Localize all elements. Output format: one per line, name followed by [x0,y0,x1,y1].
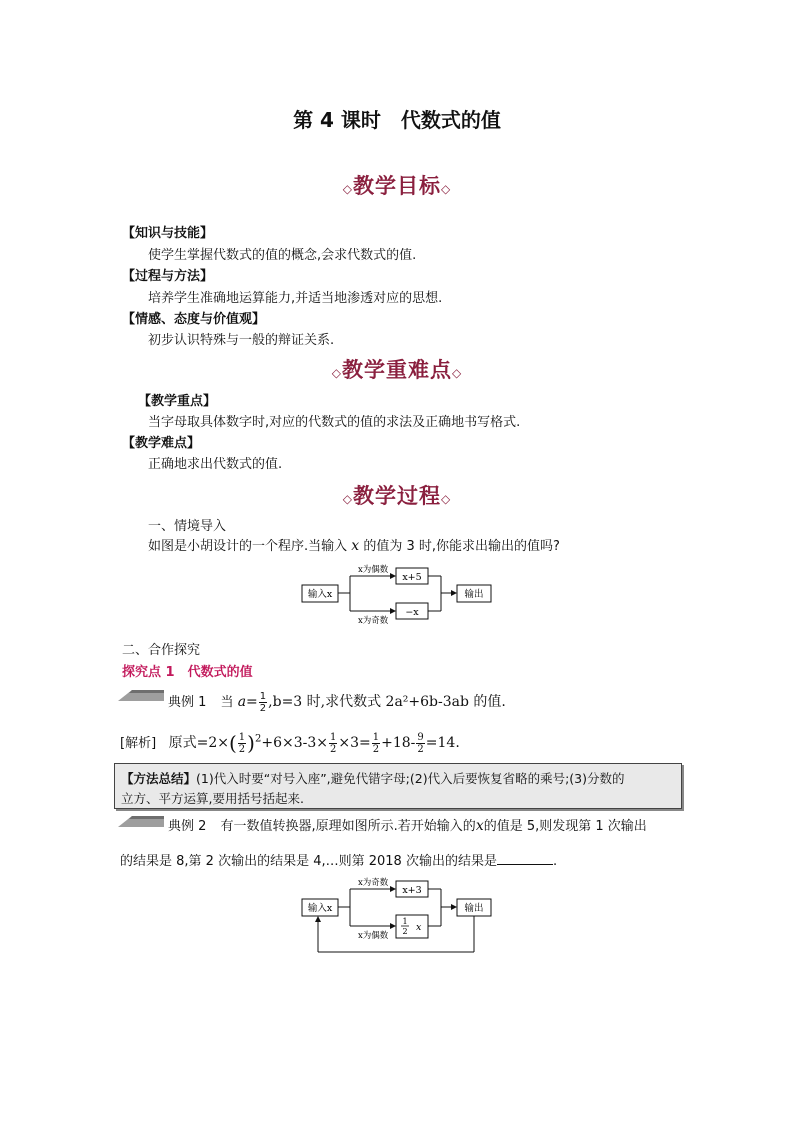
flow2-bottom-label: x为偶数 [358,931,389,941]
analysis: [解析] 原式=2×( $\frac{1}{2}$ )$^2$+6×3-3× $\frac{1}{2}$ ×3= $\frac{1}{2}$ +18- $\frac{9}{2}$ =14. [120,731,460,755]
section-heading-process [0,480,794,510]
flow1-bottom-expr: −x [405,607,419,618]
section-heading-goals [0,170,794,200]
diamond-icon: ◇ [331,366,342,380]
example-2-line-1: 典例 2 有一数值转换器,原理如图所示.若开始输入的x的值是 5,则发现第 1 次输出 [168,818,647,834]
difficulty-text: 正确地求出代数式的值. [148,457,283,472]
diamond-icon: ◇ [441,492,452,506]
knowledge-label: 【知识与技能】 [122,226,214,241]
flow1-input-text: 输入x [307,589,333,600]
analysis-label: [解析] [120,736,157,751]
coop-heading: 二、合作探究 [122,643,201,658]
method-summary-box [114,763,682,809]
answer-blank[interactable] [497,852,553,865]
knowledge-text: 使学生掌握代数式的值的概念,会求代数式的值. [148,248,417,263]
diamond-icon: ◇ [441,182,452,196]
summary-line-1: 【方法总结】(1)代入时要“对号入座”,避免代错字母;(2)代入后要恢复省略的乘号;(3)分数的 [121,771,625,786]
diamond-icon: ◇ [342,182,353,196]
method-label: 【过程与方法】 [122,269,214,284]
fraction: $\frac{1}{2}$ [259,691,267,714]
section-title-keys: 教学重难点 [342,357,452,382]
example-2-line-2: 的结果是 8,第 2 次输出的结果是 4,…则第 2018 次输出的结果是 . [120,854,558,869]
diamond-icon: ◇ [452,366,463,380]
flow1-top-expr: x+5 [402,572,422,583]
example-2-label: 典例 2 [168,819,207,834]
flow2-bottom-var: x [416,922,422,933]
flowchart-1 [296,560,496,626]
intro-heading: 一、情境导入 [148,519,227,534]
flow2-bottom-box [396,915,428,938]
flowchart-2 [296,874,496,958]
section-heading-keys [0,354,794,384]
intro-question: 如图是小胡设计的一个程序.当输入 x 的值为 3 时,你能求出输出的值吗? [148,538,560,554]
flow2-top-label: x为奇数 [358,878,389,888]
section-title-goals: 教学目标 [353,173,441,198]
summary-line-2: 立方、平方运算,要用括号括起来. [121,791,304,806]
diamond-icon: ◇ [342,492,353,506]
flow2-input-text: 输入x [307,903,333,914]
focus-text: 当字母取具体数字时,对应的代数式的值的求法及正确地书写格式. [148,415,521,430]
section-title-process: 教学过程 [353,483,441,508]
flow2-frac-num: 1 [402,917,408,926]
flow2-frac-den: 2 [402,927,408,936]
flow1-output-text: 输出 [464,589,484,600]
attitude-text: 初步认识特殊与一般的辩证关系. [148,333,335,348]
explore-point: 探究点 1 代数式的值 [122,665,253,680]
attitude-label: 【情感、态度与价值观】 [122,312,266,327]
focus-label: 【教学重点】 [138,394,217,409]
flow1-bottom-label: x为奇数 [358,616,389,626]
flow1-top-label: x为偶数 [358,565,389,575]
example-1: 典例 1 当 a= $\frac{1}{2}$ ,b=3 时,求代数式 2a²+6b-3ab 的值. [168,691,506,714]
example-bar-icon [118,688,164,702]
example-1-label: 典例 1 [168,695,207,710]
flow2-top-expr: x+3 [402,885,422,896]
page-title: 第 4 课时 代数式的值 [293,108,501,132]
flow2-output-text: 输出 [464,903,484,914]
method-text: 培养学生准确地运算能力,并适当地渗透对应的思想. [148,291,443,306]
example-bar-icon [118,814,164,828]
difficulty-label: 【教学难点】 [122,436,201,451]
